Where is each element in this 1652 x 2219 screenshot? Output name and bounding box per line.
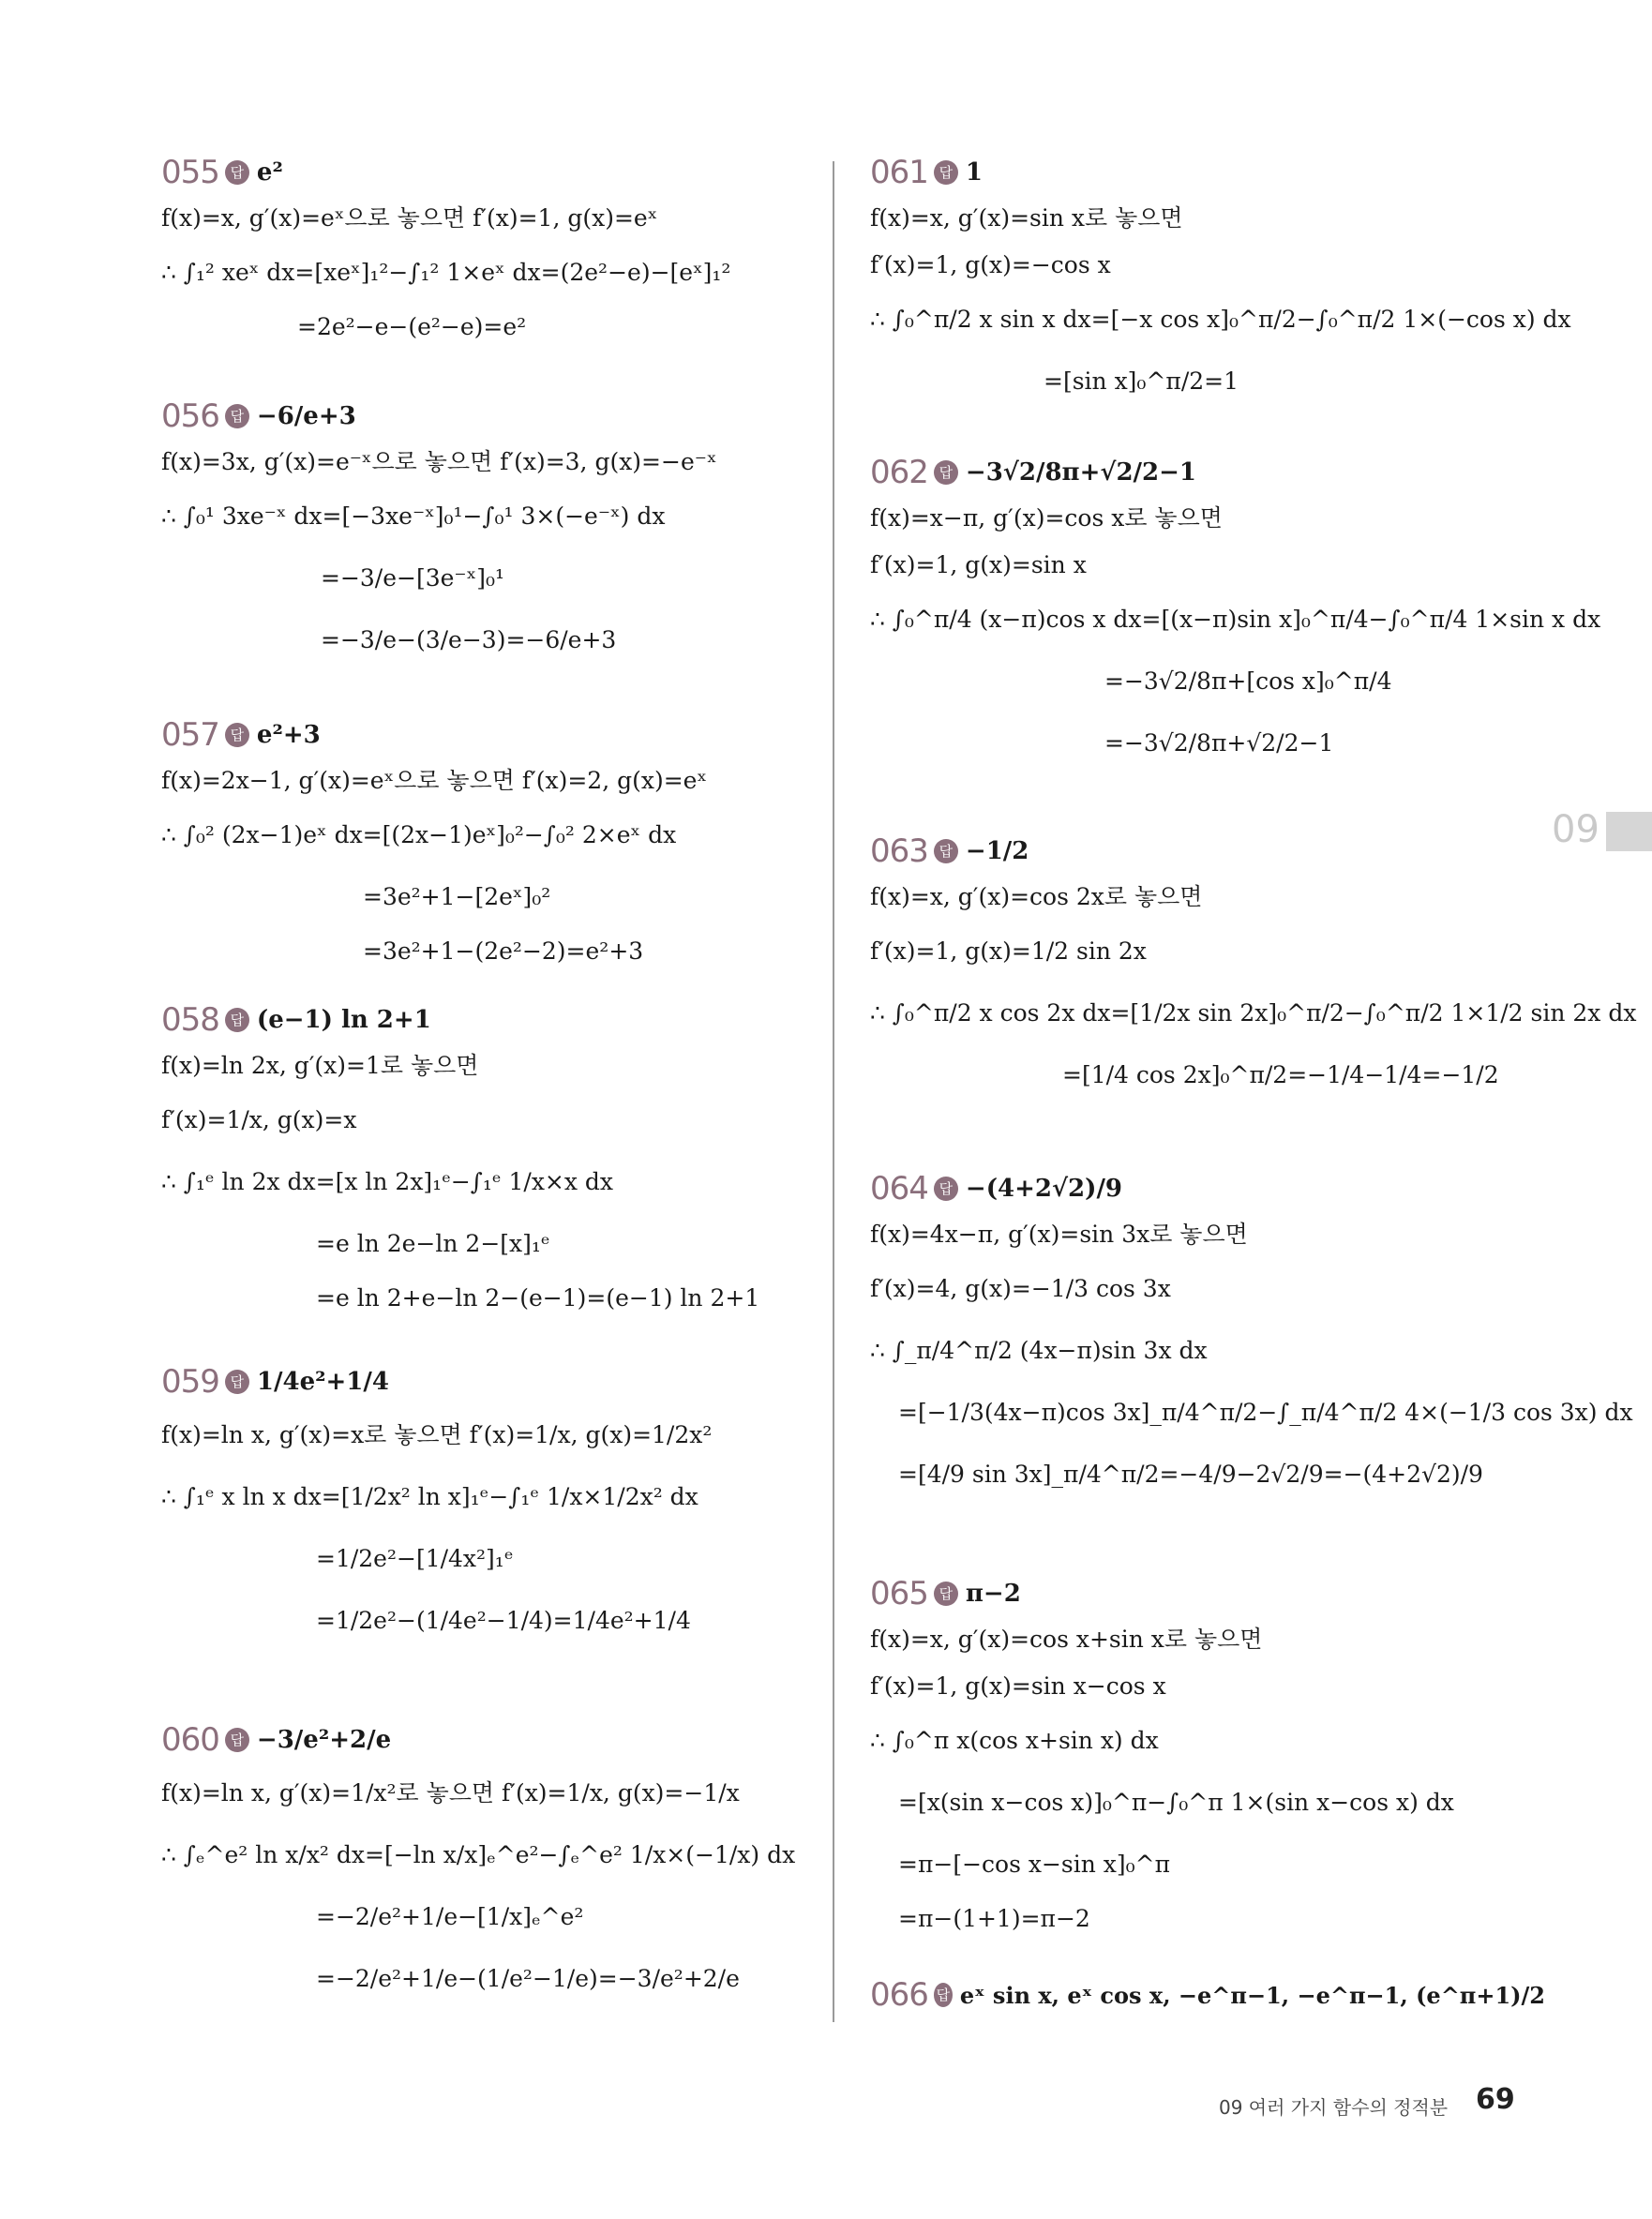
problem-064 [870, 1166, 1633, 1506]
solution-line: =[sin x]₀^π/2=1 [1044, 367, 1239, 395]
solution-line: ∴ ∫₀^π/2 x cos 2x dx=[1/2x sin 2x]₀^π/2−∫₀^π/2 1×1/2 sin 2x dx [870, 999, 1637, 1027]
answer-badge: 답 [225, 404, 249, 428]
answer-badge: 답 [934, 160, 958, 185]
solution-line: f′(x)=1, g(x)=−cos x [870, 251, 1111, 278]
solution-line: ∴ ∫_π/4^π/2 (4x−π)sin 3x dx [870, 1337, 1208, 1364]
answer: 1 [965, 158, 983, 187]
solution-line: =π−[−cos x−sin x]₀^π [898, 1851, 1171, 1878]
solution-line: =−3/e−(3/e−3)=−6/e+3 [321, 626, 617, 653]
solution-line: f(x)=4x−π, g′(x)=sin 3x로 놓으면 [870, 1221, 1248, 1248]
answer: e²+3 [256, 721, 321, 749]
problem-060 [161, 1717, 855, 2010]
answer: eˣ sin x, eˣ cos x, −e^π−1, −e^π−1, (e^π+1)/2 [959, 1981, 1545, 2009]
solution-line: f(x)=x, g′(x)=sin x로 놓으면 [870, 204, 1183, 232]
chapter-number: 09 [1552, 808, 1599, 851]
solution-line: =−2/e²+1/e−[1/x]ₑ^e² [316, 1903, 584, 1930]
solution-line: f′(x)=1, g(x)=sin x [870, 551, 1087, 578]
solution-line: f(x)=2x−1, g′(x)=eˣ으로 놓으면 f′(x)=2, g(x)=eˣ [161, 767, 708, 794]
solution-line: =3e²+1−(2e²−2)=e²+3 [363, 937, 644, 965]
solution-line: =[x(sin x−cos x)]₀^π−∫₀^π 1×(sin x−cos x) dx [898, 1789, 1454, 1816]
answer: (e−1) ln 2+1 [256, 1006, 431, 1034]
answer-badge: 답 [225, 1008, 249, 1032]
problem-number: 061 [870, 154, 928, 191]
problem-number: 056 [161, 397, 219, 435]
answer-badge: 답 [934, 460, 958, 485]
answer-badge: 답 [225, 160, 249, 185]
answer-badge: 답 [225, 1728, 249, 1752]
problem-number: 064 [870, 1170, 928, 1207]
solution-line: f(x)=x, g′(x)=eˣ으로 놓으면 f′(x)=1, g(x)=eˣ [161, 204, 658, 232]
solution-line: =−3√2/8π+√2/2−1 [1104, 729, 1334, 757]
solution-line: ∴ ∫₀¹ 3xe⁻ˣ dx=[−3xe⁻ˣ]₀¹−∫₀¹ 3×(−e⁻ˣ) dx [161, 502, 666, 530]
solution-line: =1/2e²−[1/4x²]₁ᵉ [316, 1545, 514, 1572]
solution-line: ∴ ∫ₑ^e² ln x/x² dx=[−ln x/x]ₑ^e²−∫ₑ^e² 1/x×(−1/x) dx [161, 1841, 796, 1868]
problem-057 [161, 712, 855, 975]
solution-line: =π−(1+1)=π−2 [898, 1905, 1090, 1932]
solution-line: =−3/e−[3e⁻ˣ]₀¹ [321, 564, 505, 592]
problem-number: 066 [870, 1976, 928, 2014]
problem-059 [161, 1359, 855, 1652]
solution-line: =e ln 2+e−ln 2−(e−1)=(e−1) ln 2+1 [316, 1284, 760, 1312]
solution-line: f(x)=3x, g′(x)=e⁻ˣ으로 놓으면 f′(x)=3, g(x)=−e⁻ˣ [161, 448, 717, 475]
solution-line: =[1/4 cos 2x]₀^π/2=−1/4−1/4=−1/2 [1062, 1061, 1499, 1088]
problem-number: 058 [161, 1001, 219, 1039]
solution-line: ∴ ∫₁² xeˣ dx=[xeˣ]₁²−∫₁² 1×eˣ dx=(2e²−e)−[eˣ]₁² [161, 259, 731, 286]
solution-line: f(x)=x, g′(x)=cos x+sin x로 놓으면 [870, 1626, 1263, 1653]
solution-line: f′(x)=1/x, g(x)=x [161, 1106, 357, 1133]
answer-badge: 답 [225, 1370, 249, 1394]
answer: −3/e²+2/e [256, 1726, 392, 1754]
solution-line: f′(x)=1, g(x)=1/2 sin 2x [870, 937, 1147, 965]
answer-badge: 답 [934, 1983, 953, 2007]
chapter-tab [1606, 812, 1652, 851]
problem-number: 060 [161, 1721, 219, 1759]
solution-line: f′(x)=4, g(x)=−1/3 cos 3x [870, 1275, 1171, 1302]
problem-number: 055 [161, 154, 219, 191]
problem-number: 059 [161, 1363, 219, 1401]
answer: −3√2/8π+√2/2−1 [965, 458, 1197, 487]
problem-number: 062 [870, 454, 928, 491]
answer: −(4+2√2)/9 [965, 1175, 1123, 1203]
answer-badge: 답 [934, 839, 958, 863]
solution-line: =[4/9 sin 3x]_π/4^π/2=−4/9−2√2/9=−(4+2√2)/9 [898, 1461, 1483, 1488]
problem-058 [161, 997, 855, 1322]
answer: π−2 [965, 1580, 1021, 1608]
solution-line: ∴ ∫₀^π x(cos x+sin x) dx [870, 1727, 1159, 1754]
solution-line: f′(x)=1, g(x)=sin x−cos x [870, 1672, 1166, 1700]
solution-line: f(x)=ln x, g′(x)=x로 놓으면 f′(x)=1/x, g(x)=1/2x² [161, 1421, 713, 1448]
problem-number: 063 [870, 832, 928, 870]
answer-badge: 답 [225, 723, 249, 747]
solution-line: =2e²−e−(e²−e)=e² [297, 313, 527, 340]
answer: e² [256, 158, 283, 187]
problem-066 [870, 1972, 1545, 2017]
solution-line: ∴ ∫₀² (2x−1)eˣ dx=[(2x−1)eˣ]₀²−∫₀² 2×eˣ dx [161, 821, 677, 848]
solution-line: f(x)=x, g′(x)=cos 2x로 놓으면 [870, 883, 1203, 910]
solution-line: =e ln 2e−ln 2−[x]₁ᵉ [316, 1230, 550, 1257]
problem-062 [870, 450, 1601, 774]
solution-line: ∴ ∫₁ᵉ ln 2x dx=[x ln 2x]₁ᵉ−∫₁ᵉ 1/x×x dx [161, 1168, 614, 1195]
solution-line: =−3√2/8π+[cos x]₀^π/4 [1104, 667, 1392, 695]
solution-line: f(x)=ln x, g′(x)=1/x²로 놓으면 f′(x)=1/x, g(x)=−1/x [161, 1779, 740, 1807]
solution-line: =3e²+1−[2eˣ]₀² [363, 883, 551, 910]
problem-056 [161, 394, 855, 671]
answer: −6/e+3 [256, 402, 356, 430]
page-number: 69 [1476, 2083, 1515, 2116]
answer: 1/4e²+1/4 [256, 1368, 389, 1396]
solution-line: =[−1/3(4x−π)cos 3x]_π/4^π/2−∫_π/4^π/2 4×(−1/3 cos 3x) dx [898, 1399, 1633, 1426]
solution-line: ∴ ∫₀^π/2 x sin x dx=[−x cos x]₀^π/2−∫₀^π/2 1×(−cos x) dx [870, 306, 1571, 333]
answer-badge: 답 [934, 1582, 958, 1606]
answer-badge: 답 [934, 1177, 958, 1201]
problem-number: 065 [870, 1575, 928, 1612]
problem-number: 057 [161, 716, 219, 754]
solution-line: f(x)=x−π, g′(x)=cos x로 놓으면 [870, 504, 1223, 532]
problem-061 [870, 150, 1571, 412]
solution-line: f(x)=ln 2x, g′(x)=1로 놓으면 [161, 1052, 479, 1079]
answer: −1/2 [965, 837, 1029, 865]
problem-055 [161, 150, 855, 351]
solution-line: ∴ ∫₁ᵉ x ln x dx=[1/2x² ln x]₁ᵉ−∫₁ᵉ 1/x×1/2x² dx [161, 1483, 698, 1510]
solution-line: =−2/e²+1/e−(1/e²−1/e)=−3/e²+2/e [316, 1965, 740, 1992]
footer-chapter-title: 09 여러 가지 함수의 정적분 [1219, 2096, 1449, 2119]
solution-line: ∴ ∫₀^π/4 (x−π)cos x dx=[(x−π)sin x]₀^π/4−∫₀^π/4 1×sin x dx [870, 606, 1601, 633]
solution-line: =1/2e²−(1/4e²−1/4)=1/4e²+1/4 [316, 1607, 691, 1634]
problem-065 [870, 1571, 1545, 1942]
